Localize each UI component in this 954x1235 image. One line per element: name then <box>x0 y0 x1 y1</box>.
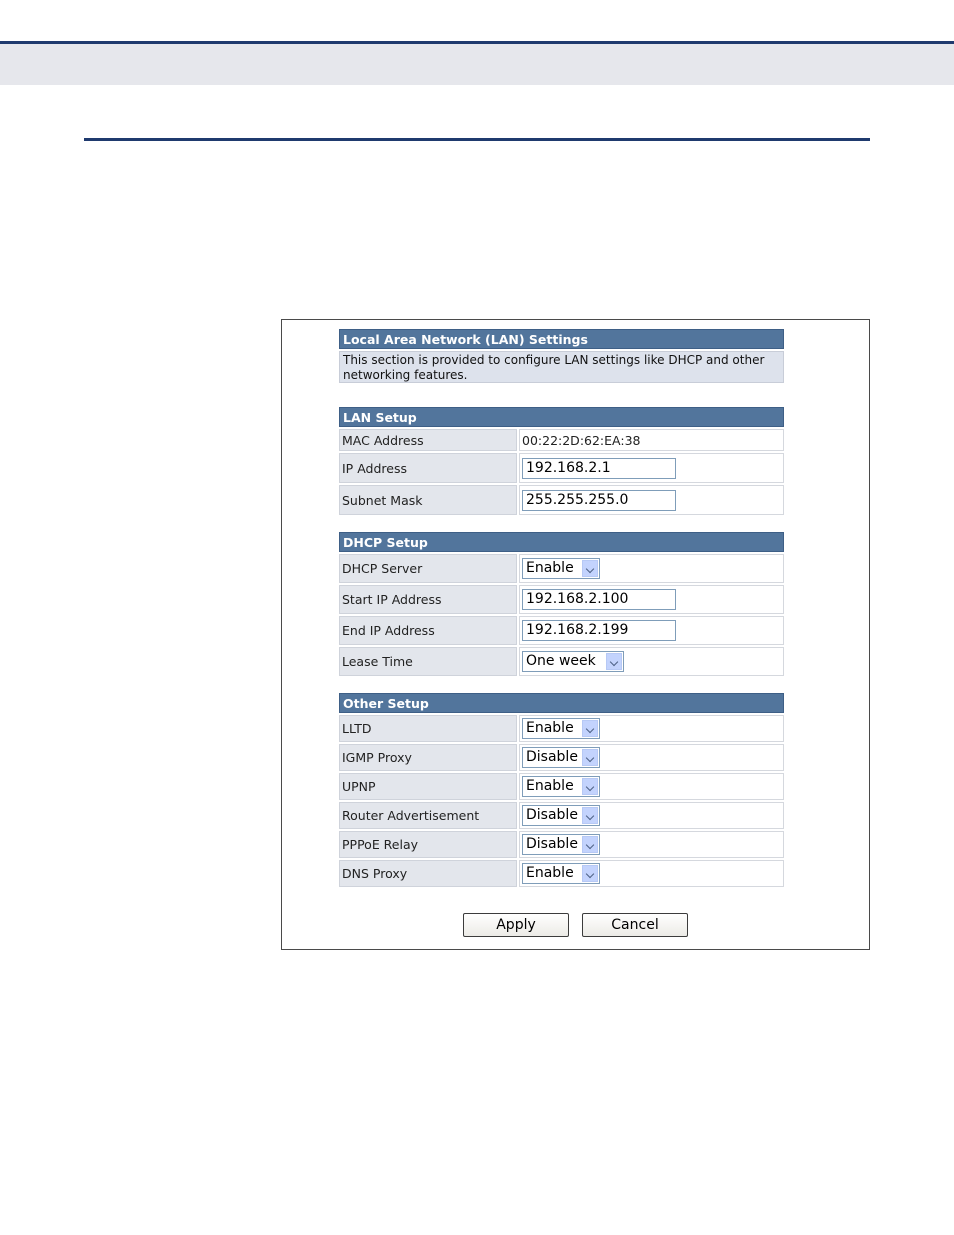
pppoe-relay-select[interactable] <box>522 834 600 855</box>
router-advertisement-select[interactable] <box>522 805 600 826</box>
button-bar <box>282 913 869 937</box>
ip-address-label: IP Address <box>339 453 517 483</box>
upnp-selected: Enable <box>526 778 574 794</box>
chevron-down-icon[interactable] <box>582 807 598 824</box>
lltd-select[interactable] <box>522 718 600 739</box>
end-ip-row <box>339 616 784 645</box>
upnp-row <box>339 773 784 800</box>
dns-proxy-row <box>339 860 784 887</box>
dhcp-server-row <box>339 554 784 583</box>
header-band <box>0 44 954 85</box>
other-setup-header: Other Setup <box>339 693 784 713</box>
start-ip-row <box>339 585 784 614</box>
apply-button[interactable]: Apply <box>463 913 569 937</box>
ip-address-input[interactable]: 192.168.2.1 <box>522 458 676 479</box>
lltd-row <box>339 715 784 742</box>
mac-address-row <box>339 429 784 451</box>
dhcp-server-label: DHCP Server <box>339 554 517 583</box>
pppoe-relay-label: PPPoE Relay <box>339 831 517 858</box>
dhcp-server-select[interactable] <box>522 558 600 579</box>
lease-time-row <box>339 647 784 676</box>
section-rule <box>84 138 870 141</box>
dhcp-setup-section <box>339 532 784 676</box>
screenshot-frame <box>281 319 870 950</box>
dns-proxy-select[interactable] <box>522 863 600 884</box>
pppoe-relay-selected: Disable <box>526 836 578 852</box>
pppoe-relay-row <box>339 831 784 858</box>
dns-proxy-label: DNS Proxy <box>339 860 517 887</box>
start-ip-input[interactable]: 192.168.2.100 <box>522 589 676 610</box>
subnet-mask-input[interactable]: 255.255.255.0 <box>522 490 676 511</box>
router-advertisement-row <box>339 802 784 829</box>
dhcp-server-selected: Enable <box>526 560 574 576</box>
lltd-selected: Enable <box>526 720 574 736</box>
mac-address-value: 00:22:2D:62:EA:38 <box>519 429 784 451</box>
cancel-button[interactable]: Cancel <box>582 913 688 937</box>
lease-time-select[interactable] <box>522 651 624 672</box>
chevron-down-icon[interactable] <box>582 749 598 766</box>
igmp-proxy-selected: Disable <box>526 749 578 765</box>
upnp-label: UPNP <box>339 773 517 800</box>
end-ip-label: End IP Address <box>339 616 517 645</box>
router-advertisement-selected: Disable <box>526 807 578 823</box>
chevron-down-icon[interactable] <box>582 560 598 577</box>
dhcp-setup-header: DHCP Setup <box>339 532 784 552</box>
dns-proxy-selected: Enable <box>526 865 574 881</box>
igmp-proxy-select[interactable] <box>522 747 600 768</box>
igmp-proxy-label: IGMP Proxy <box>339 744 517 771</box>
lan-setup-section <box>339 407 784 515</box>
subnet-mask-label: Subnet Mask <box>339 485 517 515</box>
igmp-proxy-row <box>339 744 784 771</box>
start-ip-label: Start IP Address <box>339 585 517 614</box>
mac-address-label: MAC Address <box>339 429 517 451</box>
chevron-down-icon[interactable] <box>582 836 598 853</box>
router-advertisement-label: Router Advertisement <box>339 802 517 829</box>
lan-settings-panel <box>339 329 784 887</box>
chevron-down-icon[interactable] <box>582 720 598 737</box>
end-ip-input[interactable]: 192.168.2.199 <box>522 620 676 641</box>
other-setup-section <box>339 693 784 887</box>
upnp-select[interactable] <box>522 776 600 797</box>
ip-address-row <box>339 453 784 483</box>
lltd-label: LLTD <box>339 715 517 742</box>
chevron-down-icon[interactable] <box>606 653 622 670</box>
panel-title: Local Area Network (LAN) Settings <box>339 329 784 349</box>
panel-description: This section is provided to configure LAN settings like DHCP and other networking features. <box>339 351 784 383</box>
lease-time-label: Lease Time <box>339 647 517 676</box>
lan-setup-header: LAN Setup <box>339 407 784 427</box>
subnet-mask-row <box>339 485 784 515</box>
chevron-down-icon[interactable] <box>582 865 598 882</box>
lease-time-selected: One week <box>526 653 596 669</box>
chevron-down-icon[interactable] <box>582 778 598 795</box>
